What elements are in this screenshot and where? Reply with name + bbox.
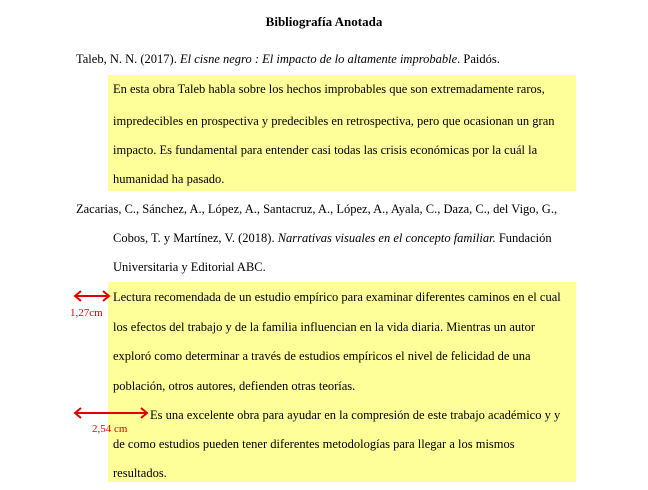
annotation-line: Lectura recomendada de un estudio empírico para examinar diferentes caminos en el cual	[113, 290, 561, 304]
page-title: Bibliografía Anotada	[265, 14, 383, 29]
indent-arrow-icon	[72, 290, 112, 302]
citation-work-title: El cisne negro : El impacto de lo altamente improbable	[179, 52, 458, 66]
citation-taleb	[76, 52, 500, 67]
citation-zacarias-line: Zacarias, C., Sánchez, A., López, A., Santacruz, A., López, A., Ayala, C., Daza, C., del Vigo, G.,	[76, 202, 558, 216]
annotation-line: Es una excelente obra para ayudar en la compresión de este trabajo académico y y	[150, 408, 561, 422]
annotation-line: impredecibles en prospectiva y predecibles en retrospectiva, pero que ocasionan un gran	[113, 114, 555, 128]
indent-label-1: 1,27cm	[70, 307, 103, 319]
annotation-line: humanidad ha pasado.	[113, 172, 225, 186]
citation-authors: Cobos, T. y Martínez, V. (2018).	[113, 231, 278, 245]
annotation-line: impacto. Es fundamental para entender casi todas las crisis económicas por la cuál la	[113, 143, 538, 157]
citation-authors: Taleb, N. N. (2017).	[76, 52, 180, 66]
indent-arrow-icon	[72, 407, 150, 419]
annotation-line: resultados.	[113, 466, 167, 480]
citation-work-title: Narrativas visuales en el concepto familiar.	[277, 231, 496, 245]
citation-publisher: . Paidós.	[457, 52, 500, 66]
annotation-line: En esta obra Taleb habla sobre los hechos improbables que son extremadamente raros,	[113, 82, 545, 96]
citation-publisher: Fundación	[495, 231, 552, 245]
citation-zacarias-line: Universitaria y Editorial ABC.	[113, 260, 266, 274]
citation-zacarias-line	[113, 231, 552, 246]
annotation-line: exploró como determinar a través de estudios empíricos el nivel de felicidad de una	[113, 349, 531, 363]
indent-label-2: 2,54 cm	[92, 423, 128, 435]
annotation-line: de como estudios pueden tener diferentes metodologías para llegar a los mismos	[113, 437, 515, 451]
annotation-line: población, otros autores, defienden otras teorías.	[113, 379, 356, 393]
annotation-line: los efectos del trabajo y de la familia influencian en la vida diaria. Mientras un autor	[113, 320, 536, 334]
